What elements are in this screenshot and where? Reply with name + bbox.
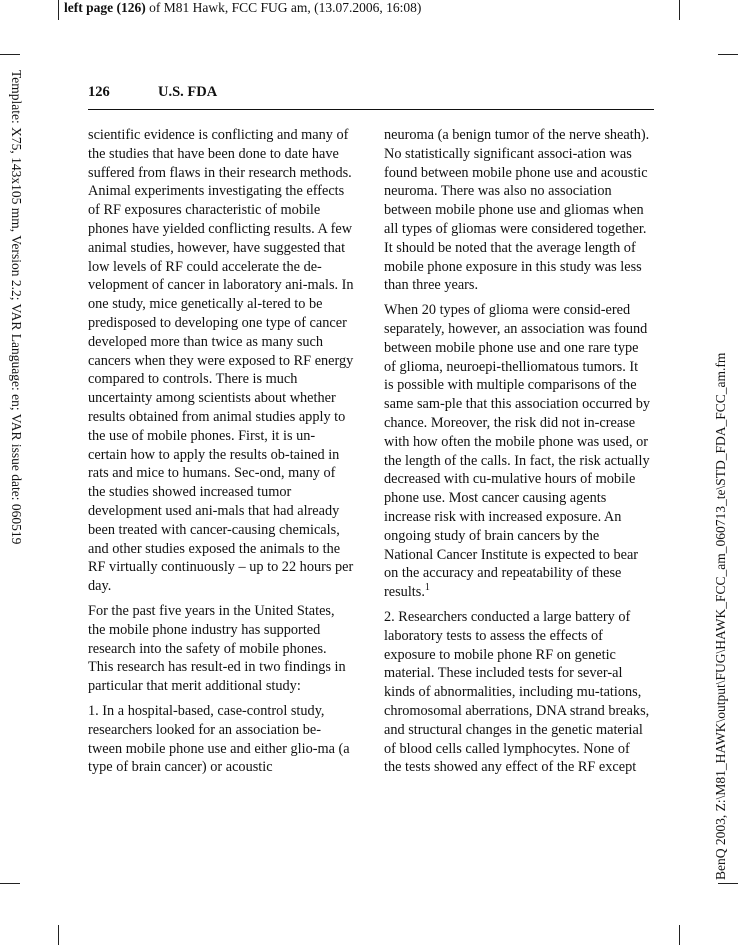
- page-header: [88, 83, 654, 110]
- paragraph: For the past five years in the United States, the mobile phone industry has supported research into the safety of mobile phones. This research has result-ed in two findings in particular that merit additional study:: [88, 602, 346, 695]
- crop-mark: [58, 925, 59, 945]
- footnote-marker: 1: [424, 582, 430, 594]
- right-column: [384, 126, 650, 783]
- paragraph: 1. In a hospital-based, case-control study, researchers looked for an association be-tween mobile phone use and either glio-ma (a type of brain cancer) or acoustic: [88, 702, 350, 776]
- file-path-info: [712, 180, 732, 880]
- template-info-text: Template: X75, 143x105 mm, Version 2.2; VAR Language: en; VAR issue date: 060519: [9, 70, 24, 545]
- section-title: U.S. FDA: [158, 84, 218, 100]
- crop-mark: [0, 54, 20, 55]
- left-column: [88, 126, 354, 783]
- file-path-text: BenQ 2003, Z:\M81_HAWK\output\FUG\HAWK_FCC_am_060713_te\STD_FDA_FCC_am.fm: [713, 352, 728, 880]
- print-header-info: of M81 Hawk, FCC FUG am, (13.07.2006, 16:08): [145, 0, 422, 15]
- crop-mark: [718, 54, 738, 55]
- page-number: 126: [88, 84, 110, 100]
- paragraph: neuroma (a benign tumor of the nerve sheath). No statistically significant associ-ation was found between mobile phone use and acoustic neuroma. There was also no association between mobile phone use and gliomas when all types of gliomas were considered together. It should be noted that the average length of mobile phone exposure in this study was less than three years.: [384, 127, 650, 294]
- paragraph-text: When 20 types of glioma were consid-ered separately, however, an association was found between mobile phone use and one rare type of glioma, neuroepi-thelliomatous tumors. It is possible with multiple comparisons of the same sam-ple that this association occurred by chance. Moreover, the risk did not in-crease with how often the mobile phone was used, or the length of the calls. In fact, the risk actually decreased with cu-mulative hours of mobile phone use. Most cancer causing agents increase risk with increased exposure. An ongoing study of brain cancers by the National Cancer Institute is expected to bear on the accuracy and repeatability of these results.: [384, 302, 651, 601]
- template-info: [8, 70, 28, 640]
- crop-mark: [58, 0, 59, 20]
- print-header: [64, 0, 421, 16]
- paragraph: [384, 301, 650, 602]
- crop-mark: [718, 883, 738, 884]
- paragraph: 2. Researchers conducted a large battery of laboratory tests to assess the effects of exposure to mobile phone RF on genetic material. These included tests for sever-al kinds of abnormalities, including mu-tations, chromosomal aberrations, DNA strand breaks, and structural changes in the genetic material of blood cells called lymphocytes. None of the tests showed any effect of the RF except: [384, 608, 650, 776]
- paragraph: scientific evidence is conflicting and many of the studies that have been done to date have suffered from flaws in their research methods. Animal experiments investigating the effects of RF exposures characteristic of mobile phones have yielded conflicting results. A few animal studies, however, have suggested that low levels of RF could accelerate the de-velopment of cancer in laboratory ani-mals. In one study, mice genetically al-tered to be predisposed to developing one type of cancer developed more than twice as many such cancers when they were exposed to RF energy compared to controls. There is much uncertainty among scientists about whether results obtained from animal studies apply to the use of mobile phones. First, it is un-certain how to apply the results ob-tained in rats and mice to humans. Sec-ond, many of the studies showed increased tumor development used ani-mals that had already been treated with cancer-causing chemicals, and other studies exposed the animals to the RF virtually continuously – up to 22 hours per day.: [88, 127, 354, 595]
- crop-mark: [679, 0, 680, 20]
- print-header-page: left page (126): [64, 0, 146, 15]
- crop-mark: [679, 925, 680, 945]
- crop-mark: [0, 883, 20, 884]
